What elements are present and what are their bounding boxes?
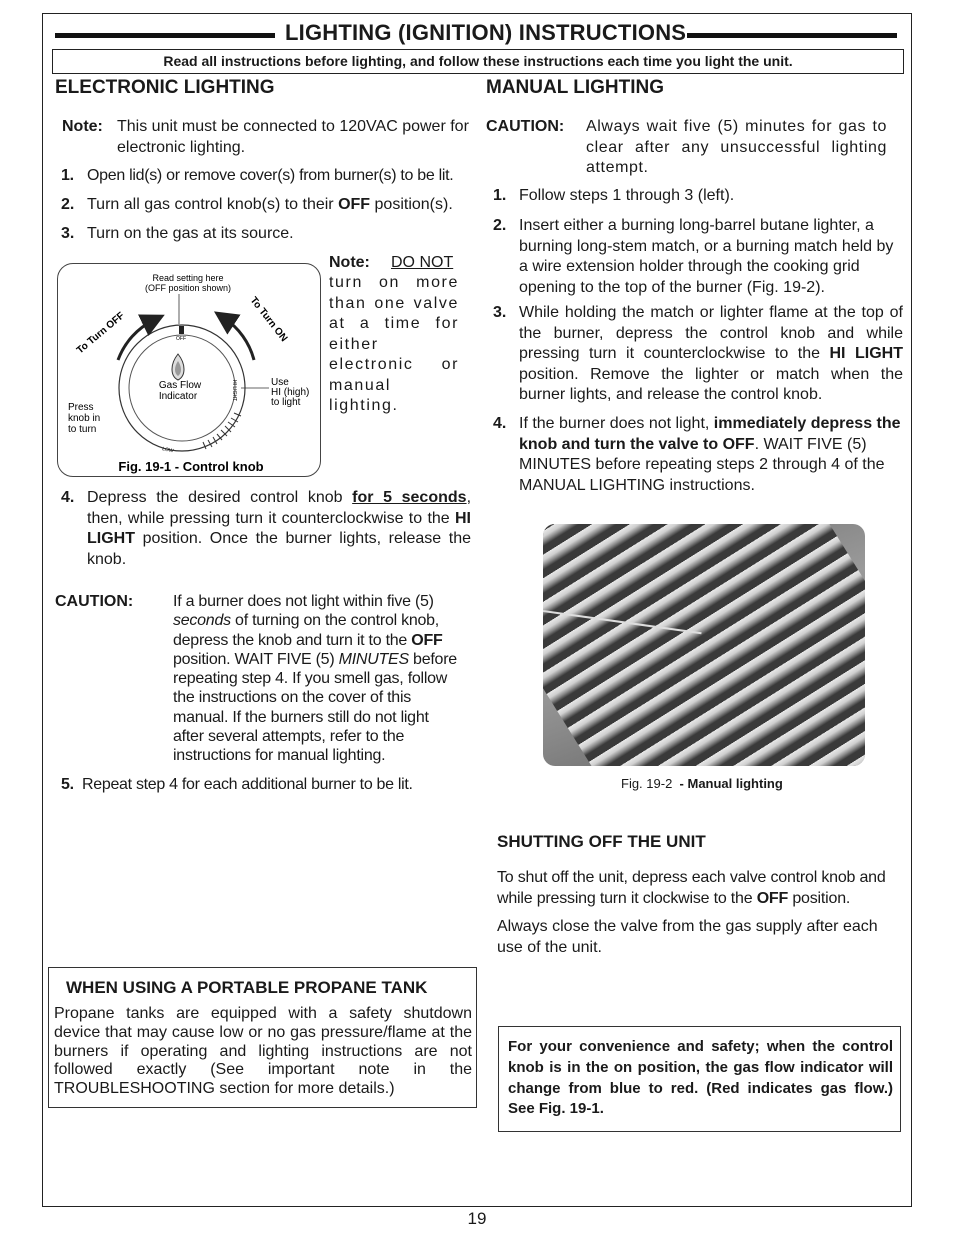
control-knob-diagram (58, 264, 320, 476)
caution-text-e: position. WAIT FIVE (5) (173, 650, 339, 668)
step-number: 5. (61, 776, 74, 793)
electronic-caution-label: CAUTION: (55, 593, 134, 610)
step-number: 3. (61, 225, 75, 242)
convenience-box (498, 1026, 901, 1132)
manual-heading: MANUAL LIGHTING (486, 77, 665, 98)
dial-lo-mark: LOW (161, 446, 174, 455)
step-text-c: position(s). (370, 196, 453, 213)
electronic-heading: ELECTRONIC LIGHTING (55, 77, 275, 98)
fig-19-2-label: Fig. 19-2 (621, 776, 673, 791)
step4-text-b: for 5 seconds (352, 489, 467, 506)
shutoff-paragraph-2: Always close the valve from the gas supply after each use of the unit. (497, 918, 878, 956)
turn-on-label: To Turn ON (247, 295, 290, 345)
propane-tank-box (48, 967, 477, 1108)
press-label-2: knob in (68, 413, 101, 424)
step4-text-a: Depress the desired control knob (87, 489, 353, 506)
shutoff-heading: SHUTTING OFF THE UNIT (497, 832, 706, 851)
shutoff-p1-b: OFF (756, 889, 789, 907)
manual-caution-text: Always wait five (5) minutes for gas to clear after any unsuccessful lighting attempt. (586, 118, 887, 176)
off-shown-label: (OFF position shown) (144, 283, 232, 293)
step4-text-e: position. Once the burner lights, release the knob. (87, 530, 471, 568)
step-text (87, 488, 471, 570)
shutoff-p1-a: To shut off the unit, depress each valve control knob and while pressing turn it clockwise to the (497, 869, 886, 907)
step-text: Turn on the gas at its source. (87, 225, 294, 242)
step-text: Insert either a burning long-barrel butane lighter, a burning long-stem match, or a burning match held by a wire extension holder through the cooking grid opening to the top of the burner (Fig. 19-2). (519, 217, 894, 296)
title-rule-left (55, 33, 275, 38)
step-text (519, 303, 903, 406)
knob-pointer (179, 326, 184, 334)
caution-text-b: seconds (173, 612, 231, 630)
propane-heading: WHEN USING A PORTABLE PROPANE TANK (66, 978, 428, 997)
propane-text: Propane tanks are equipped with a safety shutdown device that may cause low or no gas pressure/flame at the burners if operating and lighting instructions are not followed exactly (See important note in the TROUBLESHOOTING section for more details.) (54, 1005, 472, 1098)
step4-text-c: , then, while pressing turn it counterclockwise to the (87, 489, 472, 527)
manual-caution-label: CAUTION: (486, 118, 565, 135)
step4-text-c: . WAIT FIVE (5) MINUTES before repeating steps 2 through 4 of the MANUAL LIGHTING instructions. (519, 435, 885, 494)
step-text: Repeat step 4 for each additional burner to be lit. (82, 776, 413, 793)
step-number: 3. (493, 304, 507, 321)
step-text: Follow steps 1 through 3 (left). (519, 187, 735, 204)
step4-text-d: HI LIGHT (87, 509, 471, 547)
step4-text-b: immediately depress the knob and turn the valve to OFF (519, 415, 901, 453)
step-text (519, 414, 903, 496)
fig-19-2-title: - Manual lighting (679, 776, 783, 791)
gas-flow-label-2: Indicator (158, 391, 198, 402)
shutoff-p1-c: position. (788, 889, 851, 907)
step-number: 4. (61, 489, 75, 506)
step-text-off: OFF (338, 196, 371, 213)
step-number: 1. (493, 187, 507, 204)
step-number: 1. (61, 167, 74, 184)
step3-text-a: While holding the match or lighter flame at the top of the burner, depress the control knob and while pressing turn it counterclockwise to the (519, 304, 903, 362)
electronic-note2-label: Note: (329, 254, 370, 271)
turn-off-label: To Turn OFF (74, 310, 127, 357)
caution-text-f: MINUTES (338, 650, 409, 668)
electronic-note2-underline: DO NOT (391, 254, 454, 271)
title-bar (55, 22, 897, 46)
grill-grates (543, 524, 865, 766)
caution-text-a: If a burner does not light within five (5) (173, 593, 434, 610)
electronic-note2-text: turn on more than one valve at a time for either electronic or manual lighting. (329, 274, 459, 414)
electronic-note-text: This unit must be connected to 120VAC power for electronic lighting. (117, 118, 469, 156)
instruction-banner: Read all instructions before lighting, and follow these instructions each time you light the unit. (52, 49, 904, 74)
caution-text-c: of turning on the control knob, depress the knob and turn it to the (173, 612, 439, 649)
fig-19-2-caption (621, 776, 783, 791)
step-text: Open lid(s) or remove cover(s) from burner(s) to be lit. (87, 167, 454, 184)
electronic-note-label: Note: (62, 118, 103, 135)
caution-text-g: before repeating step 4. If you smell gas, follow the instructions on the cover of this manual. If the burners still do not light after several attempts, refer to the instructions for manual lighting. (173, 650, 457, 765)
read-setting-label: Read setting here (152, 273, 224, 283)
step-number: 4. (493, 415, 507, 432)
page-title: LIGHTING (IGNITION) INSTRUCTIONS (285, 20, 687, 45)
step-text (87, 195, 453, 216)
control-knob-figure (57, 263, 321, 477)
step3-text-b: HI LIGHT (829, 345, 903, 362)
dial-off-mark: OFF (176, 336, 186, 342)
manual-lighting-photo (543, 524, 865, 766)
step-text-a: Turn all gas control knob(s) to their (87, 196, 339, 213)
electronic-caution-text (173, 592, 458, 766)
step3-text-c: position. Remove the lighter or match when the burner lights, and release the control knob. (519, 365, 903, 403)
use-label-3: to light (271, 397, 301, 408)
step-number: 2. (493, 217, 507, 234)
convenience-text: For your convenience and safety; when the control knob is in the on position, the gas flow indicator will change from blue to red. (Red indicates gas flow.) See Fig. 19-1. (508, 1038, 893, 1118)
use-label-2: HI (high) (271, 387, 310, 398)
fig-19-1-caption: Fig. 19-1 - Control knob (118, 459, 264, 474)
use-label-1: Use (271, 377, 289, 388)
page-number: 19 (467, 1209, 487, 1228)
press-label-3: to turn (68, 424, 97, 435)
step4-text-a: If the burner does not light, (519, 415, 714, 432)
press-label-1: Press (68, 402, 94, 413)
caution-text-d: OFF (411, 631, 443, 649)
gas-flow-label-1: Gas Flow (158, 380, 202, 391)
title-rule-right (687, 33, 897, 38)
dial-hi-mark: HI LIGHT (231, 380, 237, 402)
step-number: 2. (61, 196, 75, 213)
shutoff-paragraph-1 (497, 868, 905, 909)
